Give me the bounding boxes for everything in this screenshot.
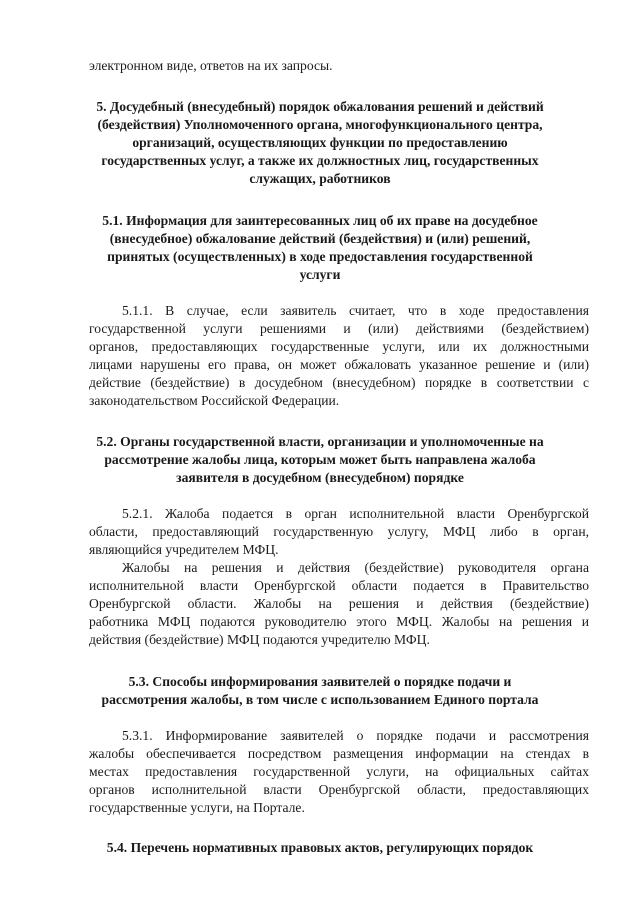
text-line: жалобы обеспечивается посредством размещения информации на стендах в bbox=[89, 746, 589, 761]
text-line: 5.1.1. В случае, если заявитель считает, что в ходе предоставления bbox=[122, 303, 589, 318]
heading-line: принятых (осуществленных) в ходе предоставления государственной bbox=[107, 249, 533, 264]
heading-line: (бездействия) Уполномоченного органа, многофункционального центра, bbox=[97, 117, 543, 132]
text-line: являющийся учредителем МФЦ. bbox=[89, 542, 279, 557]
heading-line: 5.2. Органы государственной власти, организации и уполномоченные на bbox=[96, 434, 544, 449]
text-line: действия (бездействие) МФЦ подаются учредителю МФЦ. bbox=[89, 632, 430, 647]
text-line: местах предоставления государственной услуги, на официальных сайтах bbox=[89, 764, 589, 779]
text-line: Оренбургской области. Жалобы на решения и действия (бездействие) bbox=[89, 596, 589, 611]
heading-line: организаций, осуществляющих функции по предоставлению bbox=[132, 135, 508, 150]
text-line: 5.2.1. Жалоба подается в орган исполнительной власти Оренбургской bbox=[122, 506, 589, 521]
heading-line: 5.4. Перечень нормативных правовых актов, регулирующих порядок bbox=[106, 840, 534, 855]
text-line: исполнительной власти Оренбургской области подается в Правительство bbox=[89, 578, 589, 593]
text-line: законодательством Российской Федерации. bbox=[89, 393, 340, 408]
heading-line: (внесудебное) обжалование действий (бездействия) и (или) решений, bbox=[109, 231, 531, 246]
text-line: государственной услуги решениями и (или) действиями (бездействием) bbox=[89, 321, 589, 336]
heading-line: заявителя в досудебном (внесудебном) порядке bbox=[176, 470, 464, 485]
text-line: лицами нарушены его права, он может обжаловать указанное решение и (или) bbox=[89, 357, 589, 372]
text-line: электронном виде, ответов на их запросы. bbox=[89, 58, 333, 73]
heading-line: 5.1. Информация для заинтересованных лиц об их праве на досудебное bbox=[102, 213, 538, 228]
heading-line: служащих, работников bbox=[249, 171, 391, 186]
text-line: действие (бездействие) в досудебном (внесудебном) порядке в соответствии с bbox=[89, 375, 589, 390]
text-line: Жалобы на решения и действия (бездействие) руководителя органа bbox=[122, 560, 589, 575]
heading-line: рассмотрение жалобы лица, которым может быть направлена жалоба bbox=[104, 452, 536, 467]
heading-line: 5. Досудебный (внесудебный) порядок обжалования решений и действий bbox=[96, 99, 544, 114]
heading-line: рассмотрения жалобы, в том числе с использованием Единого портала bbox=[101, 692, 539, 707]
heading-line: услуги bbox=[299, 267, 341, 282]
text-line: органов, предоставляющих государственные услуги, или их должностными bbox=[89, 339, 589, 354]
heading-line: государственных услуг, а также их должностных лиц, государственных bbox=[101, 153, 539, 168]
heading-line: 5.3. Способы информирования заявителей о порядке подачи и bbox=[128, 674, 512, 689]
text-line: органов исполнительной власти Оренбургской области, предоставляющих bbox=[89, 782, 589, 797]
text-line: государственные услуги, на Портале. bbox=[89, 800, 305, 815]
text-line: области, предоставляющий государственную услугу, МФЦ либо в орган, bbox=[89, 524, 589, 539]
text-line: 5.3.1. Информирование заявителей о порядке подачи и рассмотрения bbox=[122, 728, 589, 743]
text-line: работника МФЦ подаются руководителю этого МФЦ. Жалобы на решения и bbox=[89, 614, 589, 629]
